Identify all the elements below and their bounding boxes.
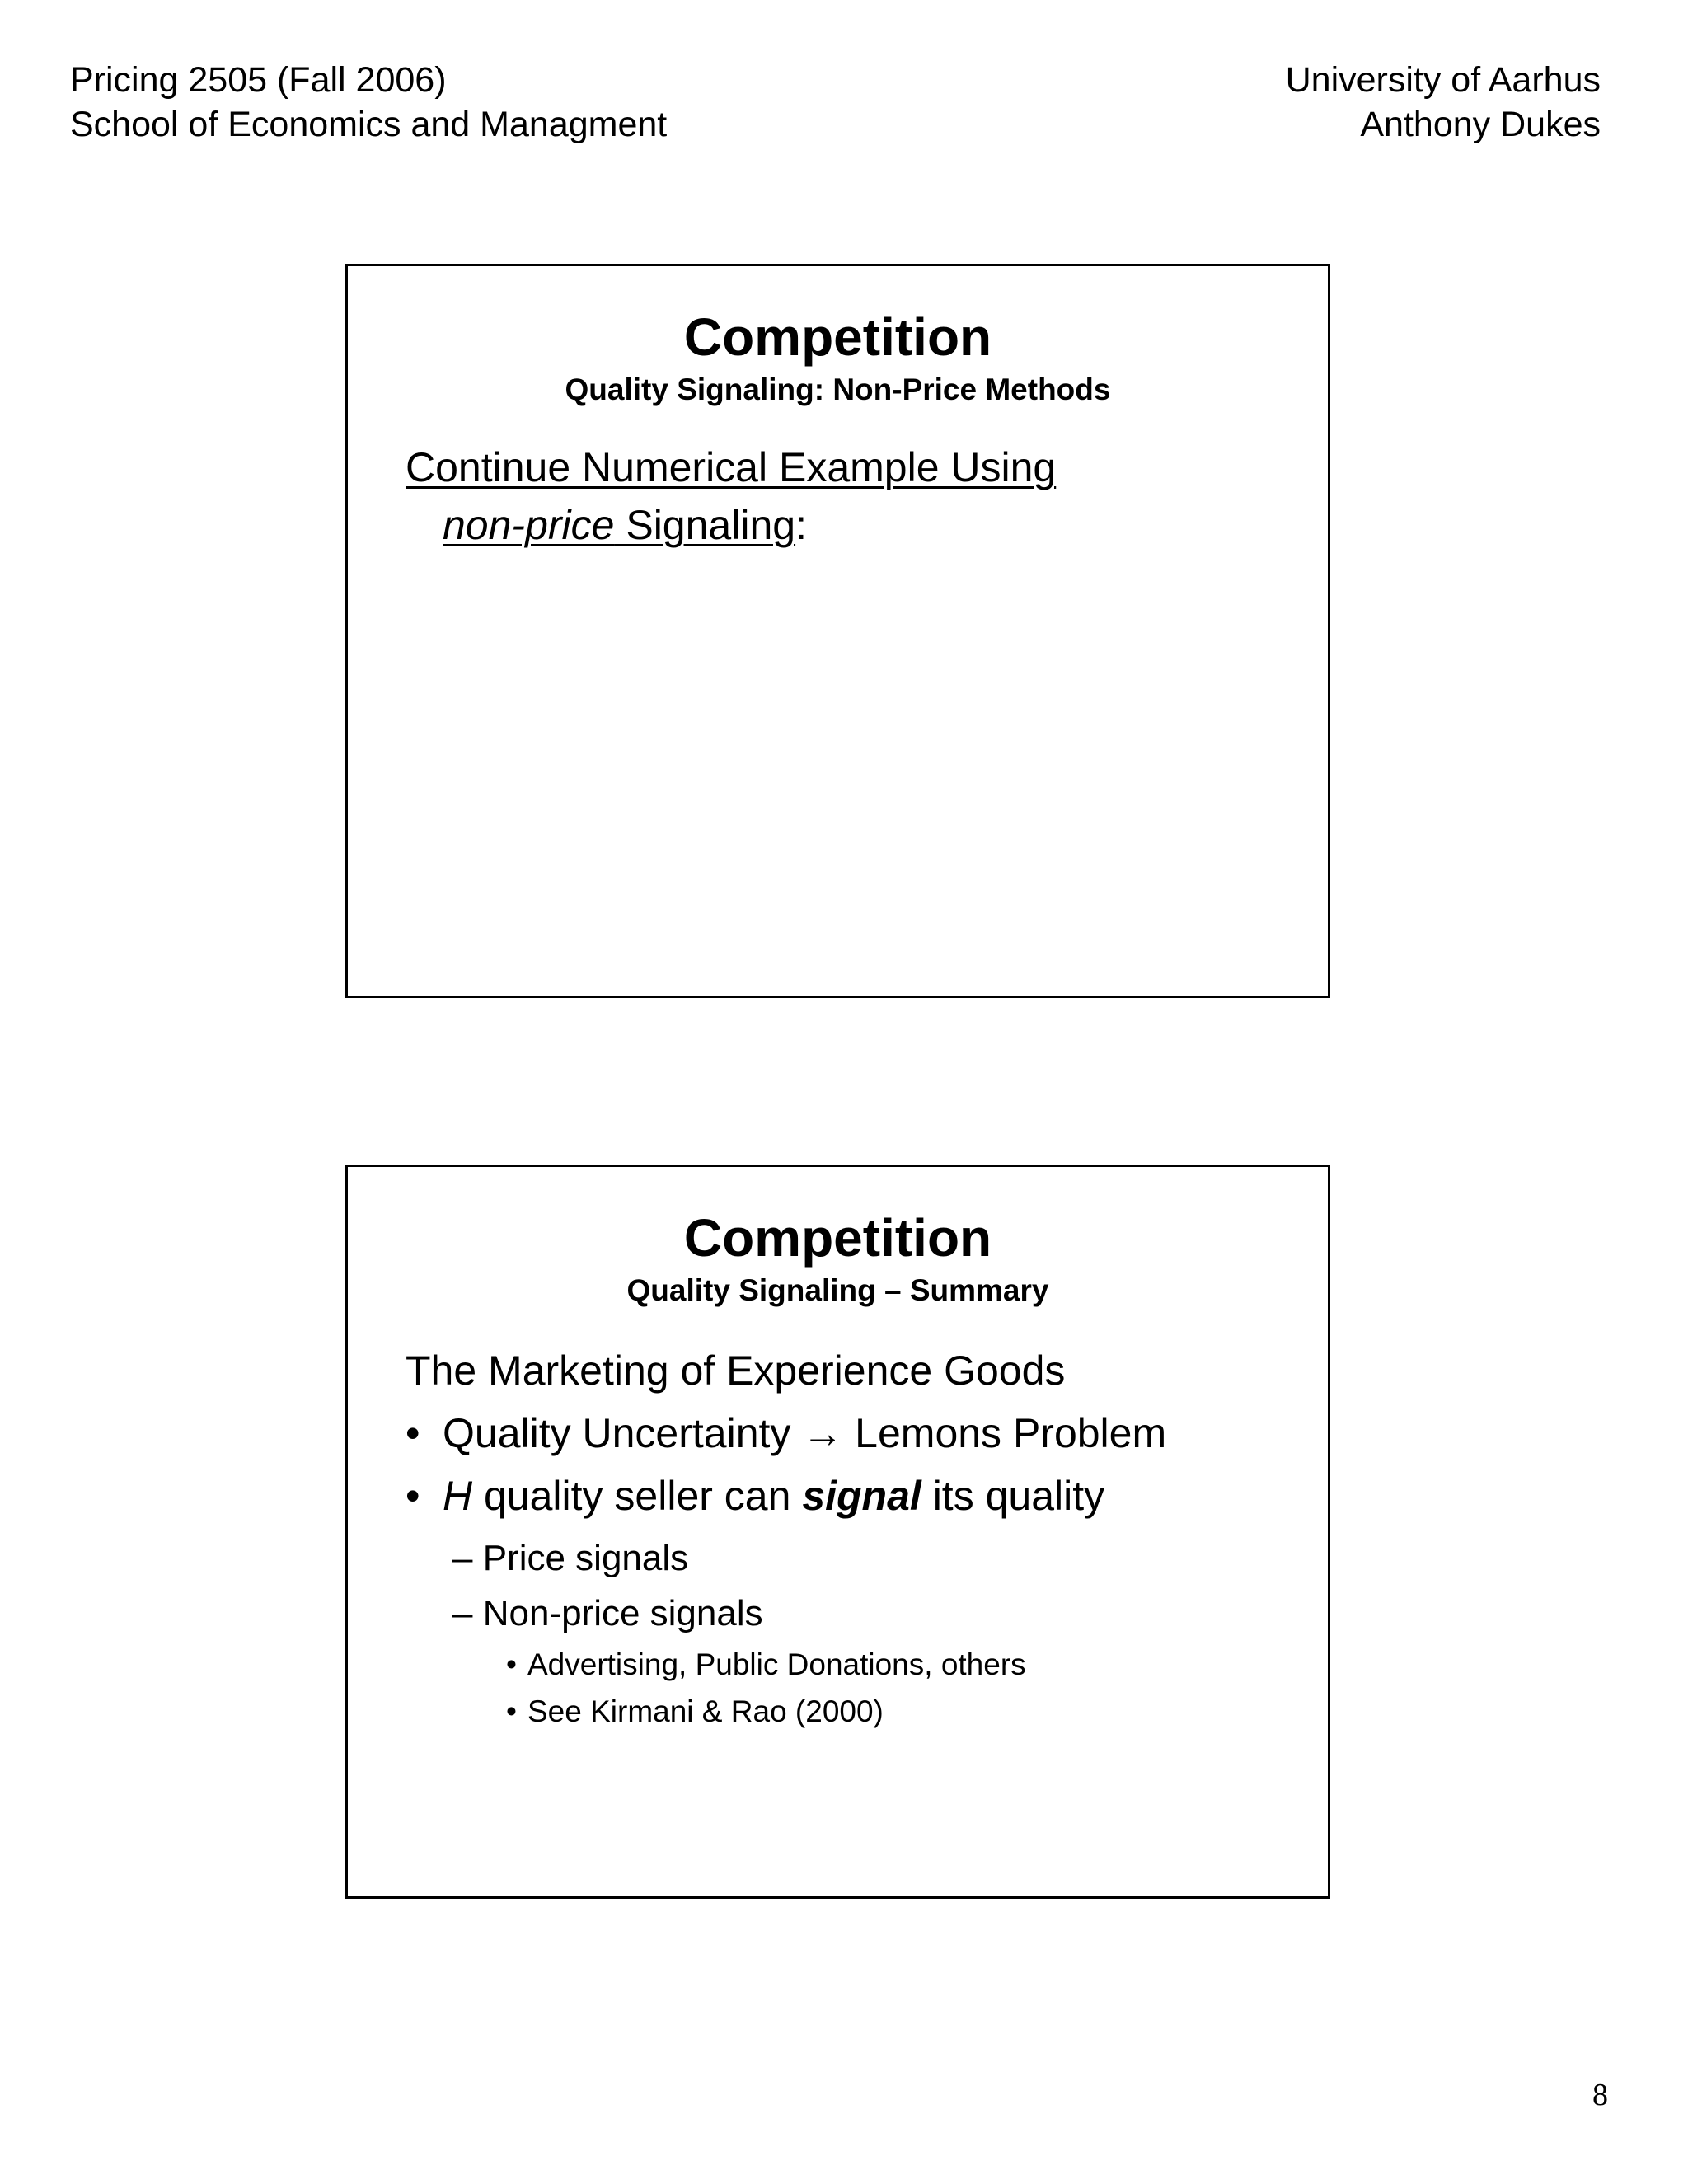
slide-quality-signaling-summary: [345, 1165, 1330, 1899]
bullet-text: quality seller can: [472, 1473, 803, 1519]
bullet-dot: •: [506, 1647, 517, 1681]
sub-bullet-non-price-signals: – Non-price signals: [452, 1593, 763, 1633]
page-number: 8: [1592, 2078, 1608, 2112]
slide-subtitle: Quality Signaling – Summary: [626, 1273, 1049, 1307]
signaling-term: Signaling: [614, 502, 796, 548]
h-term: H: [443, 1473, 473, 1519]
example-heading: Continue Numerical Example Using: [406, 444, 1057, 490]
author-name: Anthony Dukes: [1360, 105, 1601, 144]
bullet-quality-uncertainty: [406, 1409, 1166, 1457]
arrow-icon: →: [802, 1410, 844, 1456]
bullet-text-end: Lemons Problem: [843, 1410, 1167, 1456]
header-right: [1286, 58, 1601, 147]
bullet-dot: •: [406, 1410, 420, 1456]
bullet-text-end: its quality: [921, 1473, 1105, 1519]
university-name: University of Aarhus: [1285, 60, 1601, 100]
subsub-bullet-reference: [506, 1694, 884, 1730]
non-price-term: non-price: [443, 502, 615, 548]
slide-subtitle: Quality Signaling: Non-Price Methods: [565, 373, 1111, 406]
bullet-text: Quality Uncertainty: [443, 1410, 803, 1456]
sub-bullet-price-signals: – Price signals: [452, 1538, 689, 1578]
slide-title: Competition: [683, 307, 992, 367]
bullet-text: See Kirmani & Rao (2000): [528, 1694, 884, 1728]
slide-title: Competition: [683, 1208, 992, 1268]
colon: :: [795, 502, 807, 548]
bullet-text: Advertising, Public Donations, others: [528, 1647, 1026, 1681]
header-left: [70, 58, 667, 147]
subsub-bullet-advertising: [506, 1647, 1026, 1683]
bullet-dot: •: [506, 1694, 517, 1728]
slide-text-line1: [406, 443, 1056, 491]
bullet-signal-quality: [406, 1472, 1104, 1520]
slide-text-line2: [443, 501, 807, 549]
bullet-dot: •: [406, 1473, 420, 1519]
signal-term: signal: [802, 1473, 921, 1519]
slide-non-price-methods: [345, 264, 1330, 998]
school-name: School of Economics and Managment: [70, 105, 668, 144]
intro-line: The Marketing of Experience Goods: [406, 1347, 1066, 1394]
course-title: Pricing 2505 (Fall 2006): [70, 60, 447, 100]
